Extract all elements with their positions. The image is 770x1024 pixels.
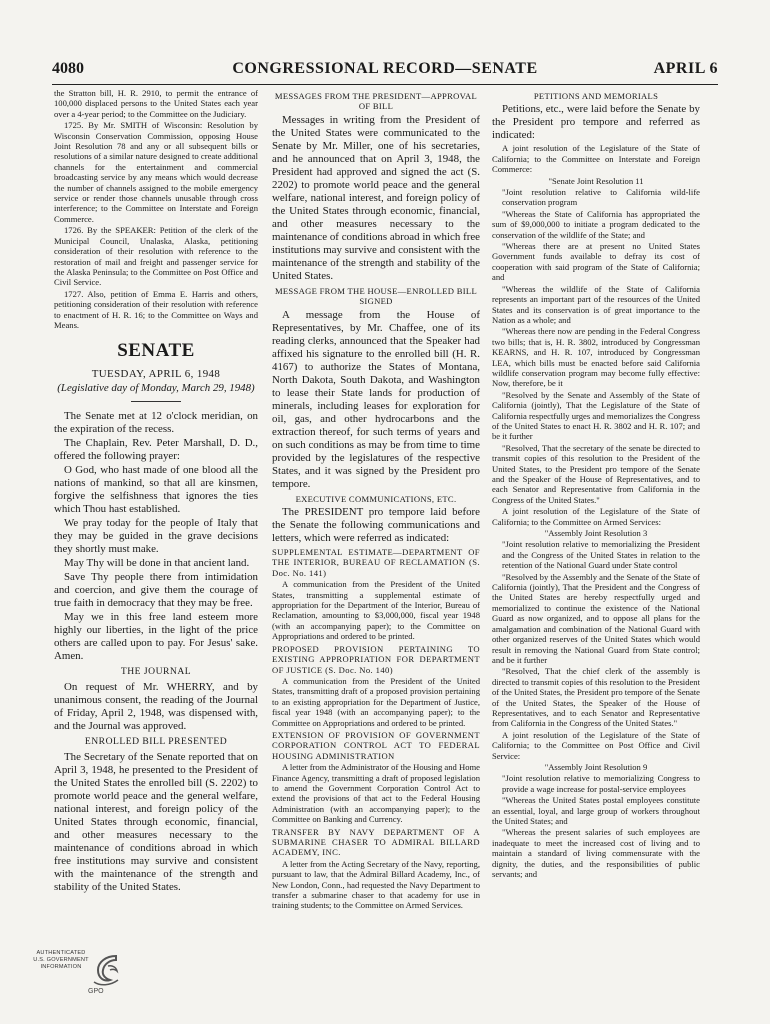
- section-heading: THE JOURNAL: [120, 666, 192, 678]
- paragraph: A communication from the President of the United States, transmitting a supplemental estimate of appropriation for the Department of the Interior, Bureau of Reclamation, amounting to $3,000,000, fiscal year 1948 (with an accompanying paper); to the Committee on Appropriations and ordered to be printed.: [272, 579, 480, 642]
- publication-title: CONGRESSIONAL RECORD—SENATE: [232, 60, 538, 77]
- resolution-subtitle: "Joint resolution relative to California wild-life conservation program: [502, 187, 700, 208]
- paragraph: 1726. By the SPEAKER: Petition of the clerk of the Municipal Council, Unalaska, Alaska, petitioning consideration of their resolution with reference to the restoration of mail and freight and passenger service for the Alaska Peninsula; to the Committee on Post Office and Civil Service.: [54, 225, 258, 288]
- legislative-day: (Legislative day of Monday, March 29, 1948): [57, 382, 255, 395]
- paragraph: The Secretary of the Senate reported that on April 3, 1948, he presented to the President of the United States the enrolled bill (S. 2202) to promote world peace and the general welfare, national interest, and foreign policy of the United States through economic, financial, and other measures necessary to the maintenance of conditions abroad in which free institutions may survive and consistent with the maintenance of the strength and stability of the United States.: [54, 751, 258, 894]
- paragraph: "Whereas there now are pending in the Federal Congress two bills; that is, H. R. 3802, introduced by Congressman KEARNS, and H. R. 107, introduced by Congressman LEA, which bills must be enacted before said California wildlife conservation program may become fully effective: Now, therefore, be it: [492, 326, 700, 389]
- paragraph: The PRESIDENT pro tempore laid before the Senate the following communications and letters, which were referred as indicated:: [272, 506, 480, 545]
- paragraph: 1727. Also, petition of Emma E. Harris and others, petitioning consideration of their resolution with reference to enactment of H. R. 16; to the Committee on Ways and Means.: [54, 288, 258, 330]
- section-heading: ENROLLED BILL PRESENTED: [84, 736, 228, 748]
- section-heading: EXECUTIVE COMMUNICATIONS, ETC.: [295, 493, 457, 504]
- paragraph: May Thy will be done in that ancient land.: [64, 557, 250, 570]
- senate-heading: SENATE: [117, 340, 195, 362]
- paragraph: A joint resolution of the Legislature of the State of California; to the Committee on Armed Services:: [492, 506, 700, 527]
- paragraph: Save Thy people there from intimidation and coercion, and give them the courage of true faith in democracy that they may be free.: [54, 571, 258, 610]
- paragraph: A letter from the Acting Secretary of the Navy, reporting, pursuant to law, that the Admiral Billard Academy, Inc., of New London, Conn., had requested the Navy Department to transfer a submarine chaser to that academy for use in training students; to the Committee on Armed Services.: [272, 858, 480, 911]
- paragraph: "Resolved by the Assembly and the Senate of the State of California (jointly), That the President and the Congress of the United States are hereby respectfully urged and memorialized to continue the existence of the National Guard as now organized, and to oppose all plans for the amalgamation and combination of the National Guard with other organized reserves of the United States which would result in removing the National Guard from State control; and be it further: [492, 571, 700, 665]
- resolution-title: "Senate Joint Resolution 11: [548, 175, 644, 186]
- paragraph: "Whereas the present salaries of such employees are inadequate to meet the increased cost of living and to maintain a standard of living commensurate with the dignity, the duties, and the responsibilities of public servants; and: [492, 827, 700, 880]
- paragraph: O God, who hast made of one blood all the nations of mankind, so that all are kinsmen, forgive the selfishness that ignores the ties which Thou hast established.: [54, 464, 258, 516]
- section-heading: MESSAGES FROM THE PRESIDENT—APPROVAL OF BILL: [274, 91, 478, 112]
- page-header: [52, 58, 718, 85]
- item-title: EXTENSION OF PROVISION OF GOVERNMENT CORPORATION CONTROL ACT TO FEDERAL HOUSING ADMINISTRATION: [272, 729, 480, 761]
- resolution-title: "Assembly Joint Resolution 9: [544, 761, 648, 772]
- eagle-seal-icon: [86, 950, 126, 990]
- paragraph: "Resolved, That the chief clerk of the assembly is directed to transmit copies of this resolution to the President of the United States, the President pro tempore of the Senate of the United States, the Speaker of the House of Representatives, and to each Senator and Representative from California in the Congress of the United States.": [492, 666, 700, 729]
- resolution-title: "Assembly Joint Resolution 3: [544, 528, 648, 539]
- resolution-subtitle: "Joint resolution relative to memorializing the President and the Congress of the United States in relation to the retention of the National Guard under State control: [502, 539, 700, 571]
- item-title: PROPOSED PROVISION PERTAINING TO EXISTING APPROPRIATION FOR DEPARTMENT OF JUSTICE (S. Doc. No. 140): [272, 643, 480, 675]
- paragraph: "Whereas the State of California has appropriated the sum of $9,000,000 to initiate a program dedicated to the conservation of the wildlife of the State; and: [492, 208, 700, 240]
- column-1: [54, 88, 258, 956]
- resolution-subtitle: "Joint resolution relative to memorializing Congress to provide a wage increase for postal-service employees: [502, 773, 700, 794]
- paragraph: A joint resolution of the Legislature of the State of California; to the Committee on Interstate and Foreign Commerce:: [492, 143, 700, 175]
- paragraph: The Senate met at 12 o'clock meridian, on the expiration of the recess.: [54, 410, 258, 436]
- paragraph: The Chaplain, Rev. Peter Marshall, D. D., offered the following prayer:: [54, 437, 258, 463]
- paragraph: A joint resolution of the Legislature of the State of California; to the Committee on Post Office and Civil Service:: [492, 729, 700, 761]
- session-date: TUESDAY, APRIL 6, 1948: [91, 368, 221, 381]
- paragraph: May we in this free land esteem more highly our liberties, in the light of the price others are called upon to pay. For Jesus' sake. Amen.: [54, 611, 258, 663]
- paragraph: "Resolved, That the secretary of the senate be directed to transmit copies of this resolution to the President of the United States, to the President pro tempore of the Senate and the Speaker of the House of Representatives, and to each Senator and Representative from California in the Congress of the United States.": [492, 442, 700, 505]
- gpo-label: GPO: [88, 988, 104, 995]
- paragraph: Petitions, etc., were laid before the Senate by the President pro tempore and referred as indicated:: [492, 103, 700, 142]
- column-3: [492, 88, 700, 956]
- section-heading: MESSAGE FROM THE HOUSE—ENROLLED BILL SIGNED: [274, 285, 478, 307]
- item-title: SUPPLEMENTAL ESTIMATE—DEPARTMENT OF THE INTERIOR, BUREAU OF RECLAMATION (S. Doc. No. 141): [272, 547, 480, 578]
- gpo-authentication-seal: [30, 948, 130, 1018]
- paragraph: "Resolved by the Senate and Assembly of the State of California (jointly), That the Legislature of the State of California respectfully urges and memorializes the Congress of the United States to enact H. R. 3802 and H. R. 107; and be it further: [492, 389, 700, 442]
- paragraph: Messages in writing from the President of the United States were communicated to the Senate by Mr. Miller, one of his secretaries, and he announced that on April 3, 1948, the President had approved and signed the act (S. 2202) to promote world peace and the general welfare, national interest, and foreign policy of the United States through economic, financial, and other measures necessary to the maintenance of conditions abroad in which free institutions may survive and consistent with the maintenance of the strength and stability of the United States.: [272, 113, 480, 282]
- page-date: APRIL 6: [653, 60, 718, 77]
- gpo-seal-text: AUTHENTICATED U.S. GOVERNMENT INFORMATION: [33, 950, 89, 970]
- paragraph: 1725. By Mr. SMITH of Wisconsin: Resolution by Wisconsin Conservation Commission, opposing House Joint Resolution 78 and any or all subsequent bills or resolutions of a similar nature designed to create additional channels for the entertainment and commercial broadcasting service by any means which would decrease the number of channels assigned to the mobile emergency service or render those channels unusable through cross interference; to the Committee on Interstate and Foreign Commerce.: [54, 120, 258, 224]
- paragraph: A communication from the President of the United States, transmitting draft of a proposed provision pertaining to an existing appropriation for the Department of Justice, fiscal year 1948 (with an accompanying paper); to the Committee on Appropriations and ordered to be printed.: [272, 675, 480, 728]
- item-title: TRANSFER BY NAVY DEPARTMENT OF A SUBMARINE CHASER TO ADMIRAL BILLARD ACADEMY, INC.: [272, 826, 480, 858]
- column-2: [272, 88, 480, 956]
- paragraph: "Whereas the wildlife of the State of California represents an important part of the resources of the United States and its conservation is of great importance to the Nation as a whole; and: [492, 283, 700, 325]
- paragraph: "Whereas there are at present no United States Government funds available to defray its cost of cooperation with said program of the State of California; and: [492, 241, 700, 283]
- paragraph: On request of Mr. WHERRY, and by unanimous consent, the reading of the Journal of Friday, April 2, 1948, was dispensed with, and the Journal was approved.: [54, 681, 258, 733]
- page-number: 4080: [52, 60, 84, 77]
- divider: [131, 401, 181, 402]
- paragraph: A letter from the Administrator of the Housing and Home Finance Agency, transmitting a draft of proposed legislation to amend the Government Corporation Control Act to extend the provisions of that act to the Federal Housing Administration (with an accompanying paper); to the Committee on Banking and Currency.: [272, 762, 480, 825]
- paragraph: the Stratton bill, H. R. 2910, to permit the entrance of 100,000 displaced persons to the United States each year over a 4-year period; to the Committee on the Judiciary.: [54, 88, 258, 119]
- section-heading: PETITIONS AND MEMORIALS: [533, 91, 659, 101]
- paragraph: A message from the House of Representatives, by Mr. Chaffee, one of its reading clerks, announced that the Speaker had affixed his signature to the enrolled bill (H. R. 4167) to authorize the States of Montana, North Dakota, South Dakota, and Washington to lease their State lands for production of minerals, including leases for exploration for oil, gas, and other hydrocarbons and the extraction thereof, for such terms of years and on such conditions as may be from time to time provided by the legislatures of the respective States, and it was signed by the President pro tempore.: [272, 308, 480, 490]
- paragraph: "Whereas the United States postal employees constitute an essential, loyal, and large group of workers throughout the United States; and: [492, 795, 700, 826]
- paragraph: We pray today for the people of Italy that they may be guided in the grave decisions they shortly must make.: [54, 517, 258, 556]
